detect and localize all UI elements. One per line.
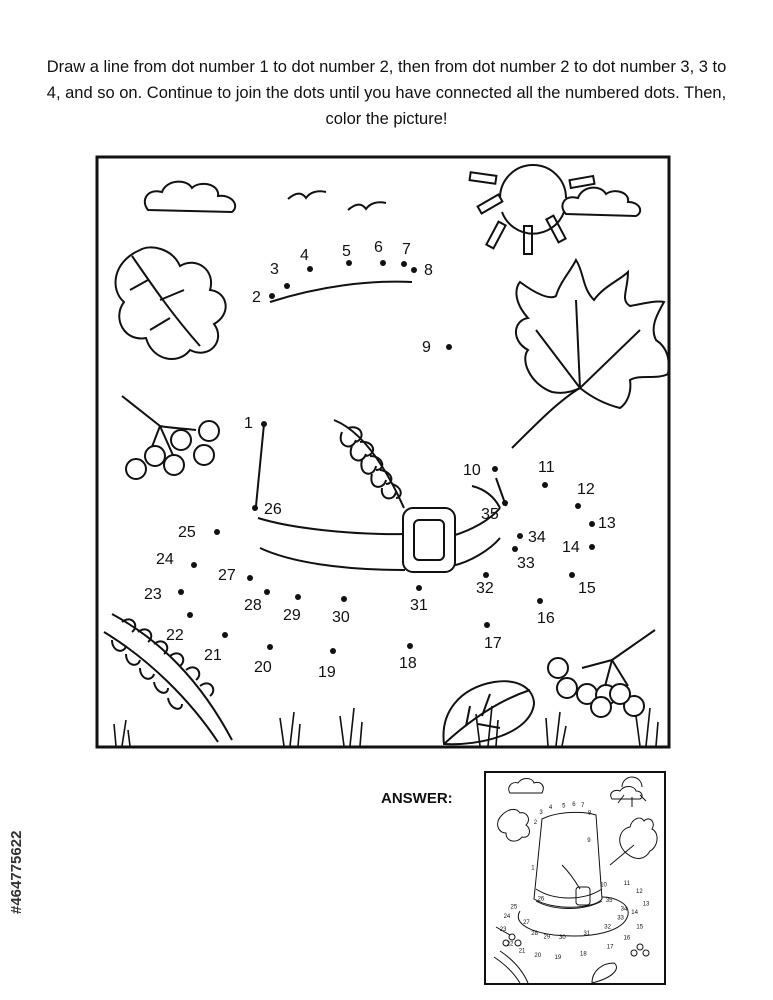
answer-dot-label-12: 12 [636,889,643,896]
answer-dot-label-28: 28 [531,930,538,937]
dot-31 [416,585,422,591]
dot-2 [269,293,275,299]
hat-icon [256,282,506,570]
answer-dot-label-34: 34 [620,906,628,913]
dot-label-20: 20 [254,659,272,676]
dot-1 [261,421,267,427]
cloud-icon [145,182,235,212]
maple-leaf-icon [512,260,669,448]
answer-dot-label-32: 32 [604,924,611,931]
dot-label-19: 19 [318,664,336,681]
oak-leaf-icon [116,247,226,359]
dot-24 [191,562,197,568]
answer-dot-label-4: 4 [548,805,553,811]
dot-label-32: 32 [476,580,494,597]
dot-33 [512,546,518,552]
dot-27 [247,575,253,581]
dot-5 [346,260,352,266]
dot-12 [575,503,581,509]
dot-label-31: 31 [410,597,428,614]
answer-dot-label-22: 22 [506,941,514,948]
answer-dot-label-10: 10 [600,882,607,889]
dot-22 [187,612,193,618]
dot-label-11: 11 [538,459,555,476]
dot-25 [214,529,220,535]
dot-13 [589,521,595,527]
dot-label-1: 1 [244,415,253,432]
answer-dot-label-16: 16 [623,935,631,942]
dot-label-5: 5 [342,243,351,260]
dot-label-7: 7 [402,241,411,258]
dot-label-18: 18 [399,655,417,672]
dot-18 [407,643,413,649]
answer-dot-label-24: 24 [503,914,511,921]
answer-dot-label-23: 23 [499,926,507,933]
dot-label-29: 29 [283,607,301,624]
buckle-icon [403,508,455,572]
dot-9 [446,344,452,350]
answer-dot-label-13: 13 [642,901,650,908]
answer-dot-label-3: 3 [539,810,543,816]
dot-23 [178,589,184,595]
stock-id-watermark: #464775622 [8,830,25,914]
answer-dot-label-26: 26 [537,896,545,903]
dot-14 [589,544,595,550]
dot-32 [483,572,489,578]
answer-dot-label-8: 8 [587,810,592,817]
wheat-icon [334,420,404,508]
answer-dot-label-1: 1 [531,865,535,872]
dot-6 [380,260,386,266]
answer-thumbnail [484,771,666,985]
cloud-icon [562,188,640,216]
dot-label-13: 13 [598,515,616,532]
answer-dot-label-5: 5 [562,803,566,810]
dot-35 [502,500,508,506]
dot-4 [307,266,313,272]
answer-dot-label-27: 27 [523,920,530,926]
dot-label-24: 24 [156,551,174,568]
dot-30 [341,596,347,602]
dot-8 [411,267,417,273]
answer-dot-label-14: 14 [631,909,638,916]
dot-label-15: 15 [578,580,596,597]
dot-label-12: 12 [577,481,595,498]
dot-label-27: 27 [218,567,236,584]
bird-icon [288,191,326,199]
dot-label-23: 23 [144,586,162,603]
dot-label-33: 33 [517,555,535,572]
answer-dot-label-6: 6 [572,802,576,809]
answer-dot-label-2: 2 [533,820,538,827]
dot-21 [222,632,228,638]
dot-label-3: 3 [270,261,279,278]
dot-28 [264,589,270,595]
dot-label-14: 14 [562,539,580,556]
dot-29 [295,594,301,600]
answer-dot-label-25: 25 [510,904,518,911]
answer-dot-label-30: 30 [559,935,566,942]
dot-26 [252,505,258,511]
dot-34 [517,533,523,539]
dot-label-34: 34 [528,529,546,546]
answer-dot-label-17: 17 [606,944,614,951]
dot-label-6: 6 [374,239,383,256]
answer-dot-label-21: 21 [518,948,526,955]
dot-label-17: 17 [484,635,502,652]
dot-19 [330,648,336,654]
berries-icon [548,630,655,717]
answer-dot-label-18: 18 [580,951,587,958]
answer-dot-label-11: 11 [623,881,631,888]
dot-17 [484,622,490,628]
dot-10 [492,466,498,472]
dot-label-30: 30 [332,609,350,626]
dot-7 [401,261,407,267]
dot-16 [537,598,543,604]
answer-dot-label-9: 9 [587,838,591,845]
dot-label-22: 22 [166,627,184,644]
dot-label-28: 28 [244,597,262,614]
dot-15 [569,572,575,578]
dot-label-35: 35 [481,506,499,523]
sun-icon [470,165,595,254]
dot-label-2: 2 [252,289,261,306]
answer-dot-label-20: 20 [534,953,542,960]
dot-label-9: 9 [422,339,431,356]
dot-label-8: 8 [424,262,433,279]
answer-dot-label-31: 31 [583,930,591,937]
dot-11 [542,482,548,488]
dot-label-10: 10 [463,462,481,479]
answer-dot-label-19: 19 [554,954,562,961]
dot-3 [284,283,290,289]
answer-dot-label-7: 7 [581,802,585,809]
berries-icon [122,396,219,479]
bird-icon [348,202,386,210]
answer-dot-label-33: 33 [617,915,624,922]
answer-dot-label-29: 29 [543,934,551,941]
dot-label-21: 21 [204,647,222,664]
answer-dot-label-35: 35 [605,898,613,905]
answer-dot-label-15: 15 [636,924,644,931]
dot-label-4: 4 [300,247,309,264]
dot-20 [267,644,273,650]
instructions-text: Draw a line from dot number 1 to dot number 2, then from dot number 2 to dot number 3, 3 to 4, and so on. Continue to join the dots until you have connected all the numbered dots. Then, color the picture! [46,58,727,128]
dot-label-16: 16 [537,610,555,627]
dot-label-25: 25 [178,524,196,541]
dot-label-26: 26 [264,501,282,518]
answer-label: ANSWER: [381,790,453,807]
